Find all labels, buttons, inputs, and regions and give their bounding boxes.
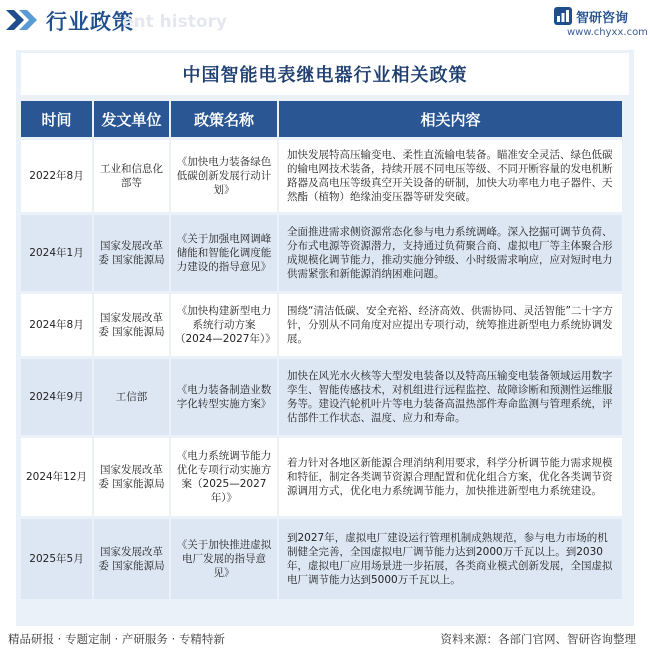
cell-policy: 《加快电力装备绿色低碳创新发展行动计划》 (171, 140, 279, 212)
cell-content: 围绕“清洁低碳、安全充裕、经济高效、供需协同、灵活智能”二十字方针，分别从不同角度对应提出专项行动，统筹推进新型电力系统协调发展。 (279, 294, 622, 356)
table-row (21, 519, 622, 599)
table-title: 中国智能电表继电器行业相关政策 (182, 65, 468, 86)
brand-name: 智研咨询 (576, 11, 629, 26)
section-title: 行业政策 (46, 10, 134, 34)
footer-source: 资料来源：各部门官网、智研咨询整理 (440, 632, 636, 646)
cell-content: 着力针对各地区新能源合理消纳利用要求，科学分析调节能力需求规模和特征，制定各类调节资源合理配置和优化组合方案，优化各类调节资源调用方式，优化电力系统调节能力，加快推进新型电力系统建设。 (279, 438, 622, 516)
cell-time: 2024年9月 (21, 359, 94, 435)
column-header-content: 相关内容 (279, 101, 622, 137)
cell-issuer: 国家发展改革委 国家能源局 (94, 519, 171, 599)
cell-issuer: 国家发展改革委 国家能源局 (94, 215, 171, 291)
column-header-issuer: 发文单位 (94, 101, 171, 137)
cell-policy: 《关于加快推进虚拟电厂发展的指导意见》 (171, 519, 279, 599)
watermark-text: ent history (122, 12, 227, 32)
cell-time: 2025年5月 (21, 519, 94, 599)
chevron-right-icon (6, 10, 40, 30)
policy-table (21, 98, 622, 602)
table-row (21, 438, 622, 516)
cell-issuer: 工信部 (94, 359, 171, 435)
table-row (21, 215, 622, 291)
cell-policy: 《电力装备制造业数字化转型实施方案》 (171, 359, 279, 435)
cell-issuer: 工业和信息化部等 (94, 140, 171, 212)
table-title-box (21, 53, 629, 95)
table-row (21, 294, 622, 356)
table-row (21, 140, 622, 212)
cell-issuer: 国家发展改革委 国家能源局 (94, 294, 171, 356)
brand-url: www.chyxx.com (567, 27, 648, 38)
cell-policy: 《加快构建新型电力系统行动方案（2024—2027年）》 (171, 294, 279, 356)
cell-time: 2022年8月 (21, 140, 94, 212)
table-row (21, 359, 622, 435)
cell-content: 全面推进需求侧资源常态化参与电力系统调峰。深入挖掘可调节负荷、分布式电源等资源潜力，支持通过负荷聚合商、虚拟电厂等主体聚合形成规模化调节能力，推动实施分钟级、小时级需求响应，应对短时电力供需紧张和新能源消纳困难问题。 (279, 215, 622, 291)
cell-content: 加快发展特高压输变电、柔性直流输电装备。瞄准安全灵活、绿色低碳的输电网技术装备，持续开展不同电压等级、不同开断容量的发电机断路器及高电压等级真空开关设备的研制，加快大功率电力电子器件、天然酯（植物）绝缘油变压器等研发突破。 (279, 140, 622, 212)
column-header-policy: 政策名称 (171, 101, 279, 137)
cell-time: 2024年8月 (21, 294, 94, 356)
brand-logo-icon (554, 7, 572, 25)
cell-time: 2024年1月 (21, 215, 94, 291)
cell-issuer: 国家发展改革委 国家能源局 (94, 438, 171, 516)
cell-content: 到2027年，虚拟电厂建设运行管理机制成熟规范，参与电力市场的机制健全完善，全国虚拟电厂调节能力达到2000万千瓦以上。到2030年，虚拟电厂应用场景进一步拓展，各类商业模式创新发展，全国虚拟电厂调节能力达到5000万千瓦以上。 (279, 519, 622, 599)
cell-policy: 《关于加强电网调峰储能和智能化调度能力建设的指导意见》 (171, 215, 279, 291)
table-header-row (21, 101, 622, 137)
column-header-time: 时间 (21, 101, 94, 137)
cell-policy: 《电力系统调节能力优化专项行动实施方案（2025—2027年）》 (171, 438, 279, 516)
footer-services: 精品研报 · 专题定制 · 产研服务 · 专精特新 (8, 632, 225, 646)
cell-content: 加快在风光水火核等大型发电装备以及特高压输变电装备领域运用数字孪生、智能传感技术，对机组进行远程监控、故障诊断和预测性运维服务等。建设汽轮机叶片等电力装备高温热部件寿命监测与管理系统，评估部件工作状态、温度、应力和寿命。 (279, 359, 622, 435)
footer (0, 628, 650, 649)
cell-time: 2024年12月 (21, 438, 94, 516)
top-header (0, 0, 650, 44)
